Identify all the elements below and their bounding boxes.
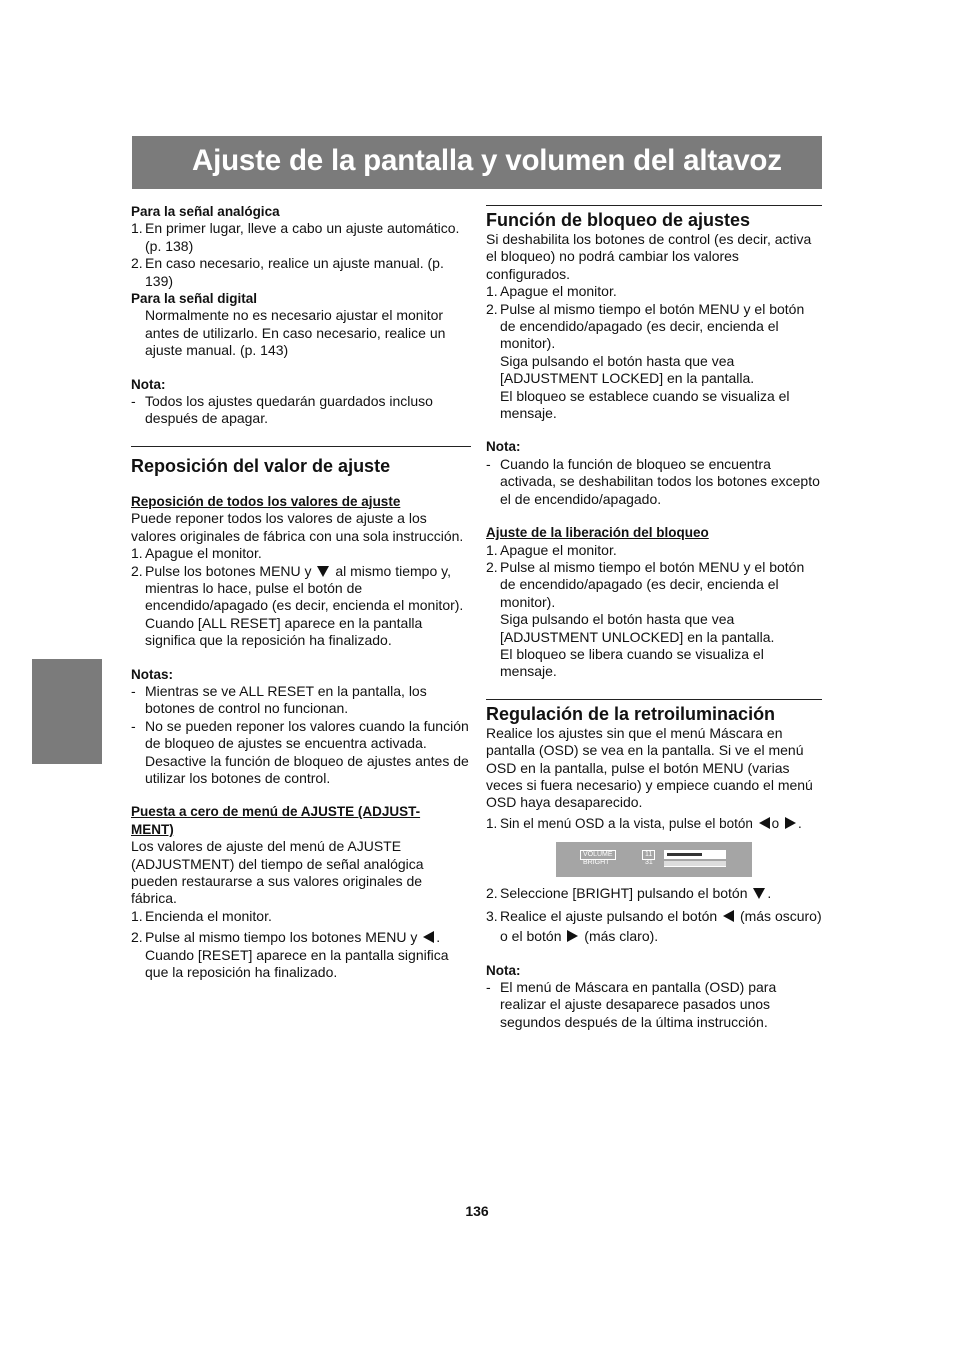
list-item: 3. Realice el ajuste pulsando el botón (más oscuro) o el botón (más claro). [486,907,822,944]
digital-text: Normalmente no es necesario ajustar el monitor antes de utilizarlo. En caso necesario, realice un ajuste manual. (p. 143) [145,307,446,359]
right-arrow-icon [785,817,796,829]
nota-heading: Nota: [486,962,521,978]
backlight-text: Realice los ajustes sin que el menú Máscara en pantalla (OSD) se vea en la pantalla. Si ve el menú OSD en la pantalla, pulse el botón MENU (varias veces si fuera necesario) y empiece cuando el menú OSD haya desaparecido. [486,724,813,811]
osd-bright-label: BRIGHT [583,859,610,867]
osd-menu-image [556,842,752,877]
lock-step2-more: Siga pulsando el botón hasta que vea [ADJUSTMENT LOCKED] en la pantalla. [500,352,755,387]
nota-heading: Nota: [486,439,521,455]
right-column [486,205,822,1031]
digital-heading: Para la señal digital [131,291,258,307]
list-item: 1. Apague el monitor. [486,283,617,300]
page-title: Ajuste de la pantalla y volumen del altavoz [192,144,782,177]
osd-volume-fill [667,853,702,856]
list-item: 1. En primer lugar, lleve a cabo un ajuste automático. (p. 138) [131,220,460,254]
section-side-tab [32,659,102,764]
notas-heading: Notas: [131,666,174,682]
left-column [131,203,471,981]
list-item: 1. Sin el menú OSD a la vista, pulse el botón o . [486,815,802,831]
list-item: 1. Apague el monitor. [131,545,262,562]
list-item: - Cuando la función de bloqueo se encuentra activada, se deshabilitan todos los botones excepto el de encendido/apagado. [486,455,820,507]
lock-heading: Función de bloqueo de ajustes [486,210,751,230]
list-item: - No se pueden reponer los valores cuando la función de bloqueo de ajustes se encuentra activada. Desactive la función de bloqueo de ajustes antes de utilizar los botones de control. [131,717,469,786]
analog-heading: Para la señal analógica [131,204,280,219]
list-item: 1. Encienda el monitor. [131,907,272,924]
reset-all-text: Puede reponer todos los valores de ajuste a los valores originales de fábrica con una sola instrucción. [131,510,464,544]
unlock-step2-more2: El bloqueo se libera cuando se visualiza el mensaje. [500,645,764,680]
list-item: - Mientras se ve ALL RESET en la pantalla, los botones de control no funcionan. [131,682,427,717]
reset-all-subheading: Reposición de todos los valores de ajuste [131,493,401,509]
unlock-subheading: Ajuste de la liberación del bloqueo [486,525,709,541]
osd-bright-bar [664,861,726,867]
nota-heading: Nota: [131,376,166,392]
list-item: - Todos los ajustes quedarán guardados incluso después de apagar. [131,393,433,427]
left-arrow-icon [723,910,734,922]
list-item: 2. Pulse los botones MENU y al mismo tiempo y, mientras lo hace, pulse el botón de encendido/apagado (es decir, encienda el monitor). Cuando [ALL RESET] aparece en la pantalla significa que la reposición ha finalizado. [131,562,464,649]
list-item: 2. En caso necesario, realice un ajuste manual. (p. 139) [131,255,444,289]
list-item: 2. Pulse al mismo tiempo el botón MENU y el botón de encendido/apagado (es decir, encienda el monitor). [486,558,805,610]
lock-step2-more2: El bloqueo se establece cuando se visualiza el mensaje. [500,387,790,422]
list-item: 2. Pulse al mismo tiempo los botones MENU y . Cuando [RESET] aparece en la pantalla significa que la reposición ha finalizado. [131,929,449,981]
right-arrow-icon [567,930,578,942]
unlock-step2-more: Siga pulsando el botón hasta que vea [ADJUSTMENT UNLOCKED] en la pantalla. [500,611,775,645]
osd-bright-value: 31 [645,859,653,867]
list-item: 2. Seleccione [BRIGHT] pulsando el botón . [486,885,772,902]
list-item: - El menú de Máscara en pantalla (OSD) para realizar el ajuste desaparece pasados unos segundos después de la última instrucción. [486,979,777,1030]
lock-text: Si deshabilita los botones de control (es decir, activa el bloqueo) no podrá cambiar los valores configurados. [486,231,812,282]
down-arrow-icon [753,888,765,899]
reset-heading: Reposición del valor de ajuste [131,455,391,476]
osd-volume-bar [664,850,726,859]
osd-volume-value: 11 [642,850,655,860]
osd-volume-label: VOLUME [580,850,616,860]
down-arrow-icon [317,566,329,577]
backlight-heading: Regulación de la retroiluminación [486,703,776,724]
page-number: 136 [465,1203,489,1219]
list-item: 1. Apague el monitor. [486,541,617,558]
list-item: 2. Pulse al mismo tiempo el botón MENU y el botón de encendido/apagado (es decir, encienda el monitor). [486,300,805,352]
left-arrow-icon [423,931,434,943]
left-arrow-icon [759,817,770,829]
menu-reset-subheading: Puesta a cero de menú de AJUSTE (ADJUST-MENT) [131,804,421,837]
title-bar [132,136,822,189]
menu-reset-text: Los valores de ajuste del menú de AJUSTE (ADJUSTMENT) del tiempo de señal analógica pueden restaurarse a sus valores originales de fábrica. [131,838,424,907]
